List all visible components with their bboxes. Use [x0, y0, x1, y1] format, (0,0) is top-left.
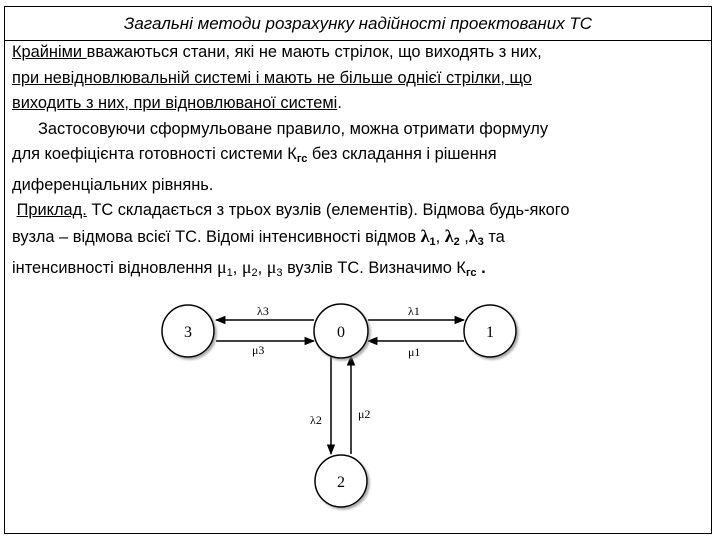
label-mu2: μ2: [358, 407, 371, 421]
label-lambda2: λ2: [310, 413, 322, 427]
nodes-phrase: вузлів ТС. Визначимо К: [282, 259, 466, 277]
label-lambda1: λ1: [408, 304, 420, 318]
example-end: .: [476, 259, 486, 277]
mu-2-symbol: μ: [241, 257, 252, 277]
mu-1-symbol: μ: [216, 257, 227, 277]
comma-2: ,: [232, 259, 242, 277]
node-2: [315, 455, 367, 507]
and-word: та: [483, 227, 505, 246]
comma-3: ,: [257, 259, 267, 277]
kgs-subscript-2: гс: [465, 267, 477, 279]
node-1: [464, 305, 516, 357]
definition-line-3: виходить з них, при відновлюваної системі: [12, 94, 338, 112]
lambda-2-index: 2: [453, 235, 460, 248]
node-2-label: 2: [337, 474, 345, 491]
definition-line-1: вважаються стани, які не мають стрілок, що виходять з них,: [86, 43, 542, 61]
rule-line-1: Застосовуючи сформульоване правило, можна отримати формулу: [38, 119, 549, 138]
label-lambda3: λ3: [257, 304, 269, 318]
kgs-subscript: гс: [296, 153, 308, 165]
lambda-1-index: 1: [429, 235, 436, 248]
term-krainimi: Крайніми: [12, 43, 87, 61]
example-label: Приклад.: [16, 201, 87, 219]
example-line-3: інтенсивності відновлення: [12, 259, 213, 277]
mu-1-index: 1: [226, 267, 233, 279]
lambda-2-symbol: λ: [444, 225, 454, 246]
comma-1: ,: [435, 227, 445, 246]
node-0-label: 0: [337, 324, 345, 341]
lambda-3-symbol: λ: [468, 225, 478, 246]
rule-line-2a: для коефіцієнта готовності системи К: [12, 145, 297, 163]
rule-line-3: диференціальних рівнянь.: [12, 175, 214, 194]
mu-3-symbol: μ: [266, 257, 277, 277]
paragraph-example: Приклад. ТС складається з трьох вузлів (елементів). Відмова будь-якого вузла – відмова всієї ТС. Відомі інтенсивності відмов λ1, λ2 ,λ3 та інтенсивності відновлення μ1, μ2, μ3 вузлів ТС. Визначимо $К_{гс}$ .: [12, 201, 570, 279]
definition-line-2: при невідновлювальній системі і мають не більше однієї стрілки, що: [12, 68, 532, 87]
lambda-3-index: 3: [477, 235, 484, 248]
label-mu3: μ3: [252, 343, 265, 357]
example-line-1: ТС складається з трьох вузлів (елементів). Відмова будь-якого: [86, 201, 570, 219]
rule-line-2b: без складання і рішення: [307, 145, 497, 163]
definition-end: .: [337, 94, 342, 112]
node-0: [314, 304, 368, 358]
lambda-1-symbol: λ: [420, 225, 430, 246]
example-line-2: вузла – відмова всієї ТС. Відомі інтенсивності відмов: [12, 227, 417, 246]
label-mu1: μ1: [408, 345, 421, 359]
node-3: [162, 305, 214, 357]
slide-title: Загальні методи розрахунку надійності проектованих ТС: [5, 7, 711, 41]
node-3-label: 3: [184, 324, 192, 341]
mu-3-index: 3: [276, 267, 283, 279]
mu-2-index: 2: [251, 267, 258, 279]
node-1-label: 1: [486, 324, 494, 341]
